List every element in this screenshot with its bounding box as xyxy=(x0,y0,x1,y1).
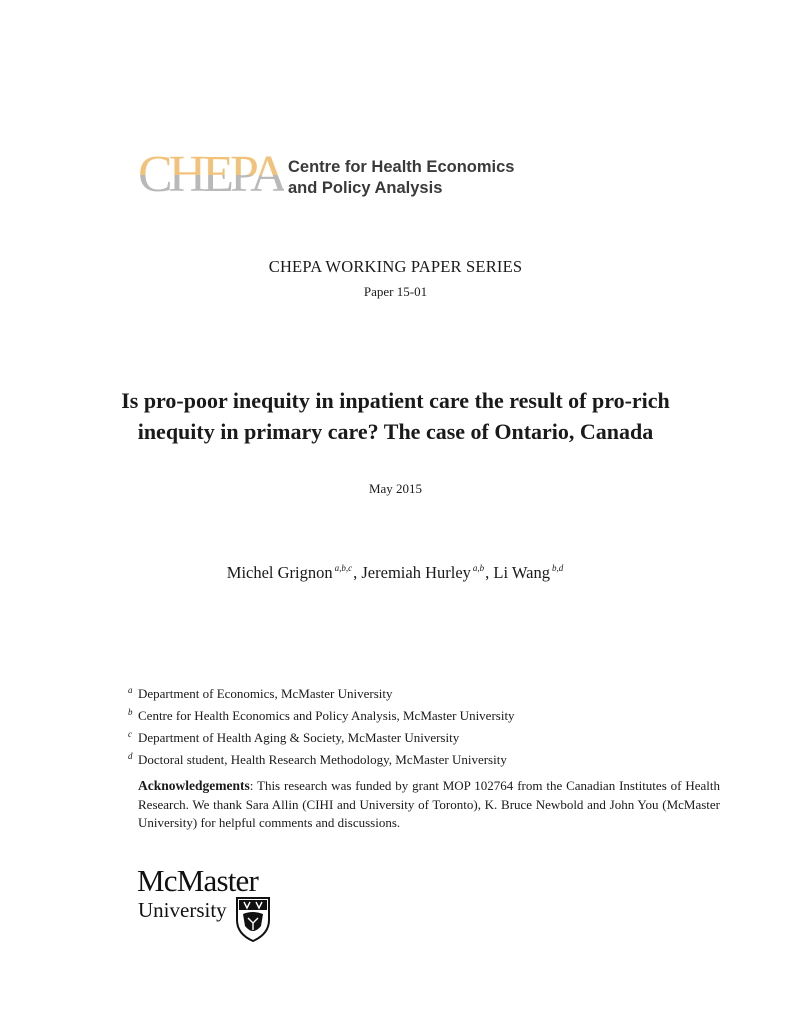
acknowledgements xyxy=(138,777,720,833)
affiliation-item xyxy=(128,703,515,725)
mcmaster-logo xyxy=(137,864,277,944)
author-affil-marks: b,d xyxy=(551,563,564,573)
series-title: CHEPA WORKING PAPER SERIES xyxy=(268,257,523,276)
author-name: Michel Grignon xyxy=(226,563,333,582)
author-separator: , xyxy=(485,563,490,582)
affiliation-mark: c xyxy=(128,729,132,739)
affiliation-text: Doctoral student, Health Research Methodology, McMaster University xyxy=(138,752,507,767)
paper-number: Paper 15-01 xyxy=(363,284,428,299)
affiliation-text: Department of Economics, McMaster University xyxy=(138,686,393,701)
chepa-full-name xyxy=(288,157,514,199)
affiliation-mark: b xyxy=(128,707,133,717)
affiliation-item xyxy=(128,747,515,769)
author-name: Jeremiah Hurley xyxy=(361,563,471,582)
author-list xyxy=(0,563,791,583)
paper-title: Is pro-poor inequity in inpatient care the result of pro-rich inequity in primary care? The case of Ontario, Canada xyxy=(121,388,670,444)
author-affil-marks: a,b,c xyxy=(334,563,353,573)
mcmaster-logo-line1: McMaster xyxy=(137,863,259,898)
mcmaster-crest-icon xyxy=(235,896,271,942)
paper-date: May 2015 xyxy=(368,481,423,496)
author-name: Li Wang xyxy=(493,563,550,582)
mcmaster-logo-line2: University xyxy=(138,898,227,922)
affiliation-text: Department of Health Aging & Society, McMaster University xyxy=(138,730,460,745)
chepa-logo xyxy=(138,146,515,203)
author-affil-marks: a,b xyxy=(472,563,485,573)
acknowledgements-text: : This research was funded by grant MOP 102764 from the Canadian Institutes of Health Research. We thank Sara Allin (CIHI and University of Toronto), K. Bruce Newbold and John You (McMaster University) for helpful comments and discussions. xyxy=(138,778,720,830)
chepa-name-line2: and Policy Analysis xyxy=(288,179,443,197)
author-separator: , xyxy=(353,563,358,582)
affiliation-item xyxy=(128,725,515,747)
acknowledgements-label: Acknowledgements xyxy=(138,778,250,793)
chepa-wordmark: CHEPA xyxy=(138,146,284,203)
affiliation-list xyxy=(128,681,515,769)
affiliation-mark: d xyxy=(128,751,133,761)
affiliation-item xyxy=(128,681,515,703)
affiliation-mark: a xyxy=(128,685,133,695)
affiliation-text: Centre for Health Economics and Policy Analysis, McMaster University xyxy=(138,708,515,723)
chepa-name-line1: Centre for Health Economics xyxy=(288,158,515,176)
